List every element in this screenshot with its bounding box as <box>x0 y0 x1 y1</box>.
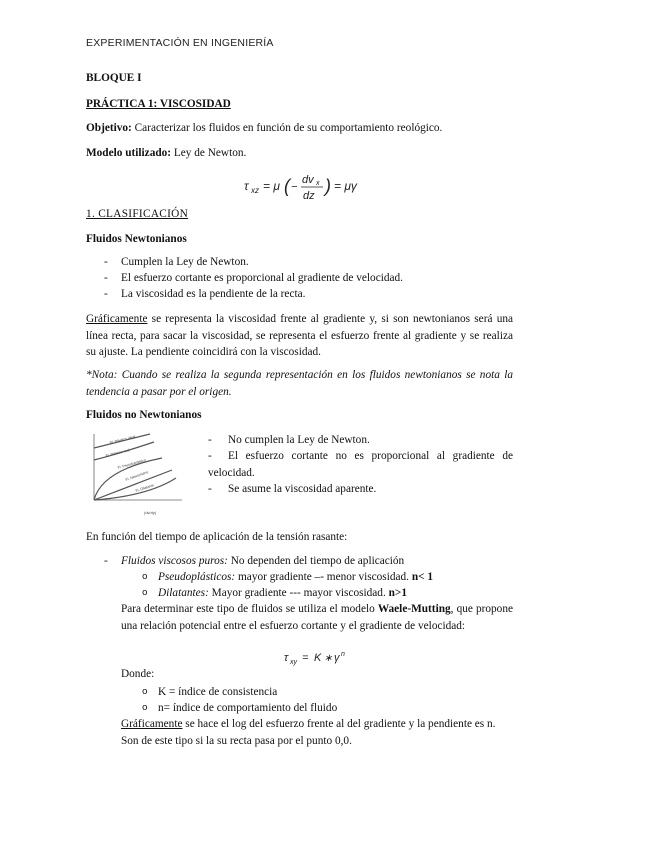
bullet-dash: - <box>104 272 108 284</box>
pseudoplastic-n: n< 1 <box>411 571 434 583</box>
circle-bullet: o <box>142 588 148 598</box>
svg-text:τ: τ <box>244 179 249 193</box>
circle-bullet: o <box>142 687 148 697</box>
svg-text:= μ: = μ <box>263 179 280 193</box>
svg-text:−: − <box>291 181 298 193</box>
graph-label: Gráficamente <box>121 718 183 730</box>
svg-text:dv: dv <box>302 174 314 186</box>
objective-line <box>86 120 442 137</box>
newtonian-graph-paragraph <box>86 311 513 361</box>
model-line <box>86 145 246 162</box>
rheogram-figure <box>88 430 188 520</box>
newtonian-item: La viscosidad es la pendiente de la recta. <box>121 288 306 300</box>
svg-text:τ: τ <box>284 652 289 664</box>
power-law-formula <box>284 648 364 668</box>
svg-text:xy: xy <box>290 659 297 666</box>
svg-text:K: K <box>314 652 322 664</box>
definition-n: n= índice de comportamiento del fluido <box>158 702 338 714</box>
practice-title: PRÁCTICA 1: VISCOSIDAD <box>86 98 231 110</box>
section-classification: 1. CLASIFICACIÓN <box>86 208 189 220</box>
label-ideal-plastic: Pl. Plástico ideal <box>109 434 136 445</box>
time-intro: En función del tiempo de aplicación de la tensión rasante: <box>86 531 348 543</box>
page-header: EXPERIMENTACIÓN EN INGENIERÍA <box>86 37 274 49</box>
non-newtonian-item: No cumplen la Ley de Newton. <box>228 434 370 446</box>
model-label: Modelo utilizado: <box>86 147 172 159</box>
svg-text:xz: xz <box>251 186 259 195</box>
bullet-dash: - <box>208 483 212 495</box>
pseudoplastic-text: mayor gradiente –- menor viscosidad. <box>235 571 412 583</box>
dilatant-n: n>1 <box>388 587 407 599</box>
dilatant-line <box>158 585 407 602</box>
svg-text:=: = <box>302 652 309 664</box>
power-law-formula-svg <box>284 648 364 668</box>
dilatant-text: Mayor gradiente --- mayor viscosidad. <box>208 587 389 599</box>
newton-formula-svg <box>244 170 384 204</box>
donde-label: Donde: <box>121 668 155 680</box>
non-newtonian-item: El esfuerzo cortante no es proporcional al gradiente de velocidad. <box>208 450 513 479</box>
waele-model-name: Waele-Mutting <box>377 603 451 615</box>
svg-text:(: ( <box>284 176 290 196</box>
newtonian-item: El esfuerzo cortante es proporcional al gradiente de velocidad. <box>121 272 403 284</box>
label-newtonian: Fl. Newtoniano <box>124 469 149 482</box>
non-newtonian-item: Se asume la viscosidad aparente. <box>228 483 377 495</box>
pure-viscous-line <box>121 553 404 570</box>
graph-text: se representa la viscosidad frente al gradiente y, si son newtonianos será una línea recta, para sacar la viscosidad, se representa el esfuerzo frente al gradiente y se realiza su ajuste. La pendiente coincidirá con la viscosidad. <box>86 313 513 358</box>
label-real-plastic: Fl. Plástico real <box>105 448 131 458</box>
label-pseudoplastic: Fl. Pseudoplástico <box>117 458 147 470</box>
newtonian-title: Fluidos Newtonianos <box>86 233 187 245</box>
svg-text:dz: dz <box>303 190 315 202</box>
svg-text:): ) <box>325 176 331 196</box>
pseudoplastic-line <box>158 569 433 586</box>
log-graph-text: se hace el log del esfuerzo frente al del gradiente y la pendiente es n. Son de este tipo si la su recta pasa por el punto 0,0. <box>121 718 496 747</box>
bullet-dash: - <box>208 450 212 462</box>
definition-k: K = índice de consistencia <box>158 686 278 698</box>
block-title: BLOQUE I <box>86 72 142 84</box>
newtonian-note: *Nota: Cuando se realiza la segunda representación en los fluidos newtonianos se nota la tendencia a pasar por el origen. <box>86 369 513 398</box>
non-newtonian-title: Fluidos no Newtonianos <box>86 409 202 421</box>
objective-text: Caracterizar los fluidos en función de su comportamiento reológico. <box>131 122 443 134</box>
graph-label: Gráficamente <box>86 313 148 325</box>
waele-text-a: Para determinar este tipo de fluidos se utiliza el modelo <box>121 603 378 615</box>
pure-viscous-text: No dependen del tiempo de aplicación <box>227 555 405 567</box>
label-dilatant: Fl. Dilatante <box>135 483 155 493</box>
svg-text:= μγ: = μγ <box>334 179 357 193</box>
model-text: Ley de Newton. <box>171 147 247 159</box>
waele-paragraph <box>121 601 513 634</box>
svg-text:n: n <box>341 651 345 658</box>
rheogram-axis-label: (dv/dy) <box>144 510 157 515</box>
waele-text-b: , que propone una relación potencial entre el esfuerzo cortante y el gradiente de velocidad: <box>121 603 513 632</box>
bullet-dash: - <box>104 256 108 268</box>
dilatant-label: Dilatantes: <box>158 587 209 599</box>
newton-formula <box>244 170 384 204</box>
svg-text:x: x <box>316 180 320 187</box>
objective-label: Objetivo: <box>86 122 132 134</box>
log-graph-paragraph <box>121 716 513 749</box>
bullet-dash: - <box>104 555 108 567</box>
circle-bullet: o <box>142 703 148 713</box>
circle-bullet: o <box>142 572 148 582</box>
rheogram-svg <box>88 430 188 520</box>
bullet-dash: - <box>208 434 212 446</box>
svg-text:γ: γ <box>334 652 340 664</box>
newtonian-item: Cumplen la Ley de Newton. <box>121 256 249 268</box>
pseudoplastic-label: Pseudoplásticos: <box>158 571 236 583</box>
svg-text:∗: ∗ <box>324 653 333 664</box>
pure-viscous-label: Fluidos viscosos puros: <box>121 555 228 567</box>
bullet-dash: - <box>104 288 108 300</box>
